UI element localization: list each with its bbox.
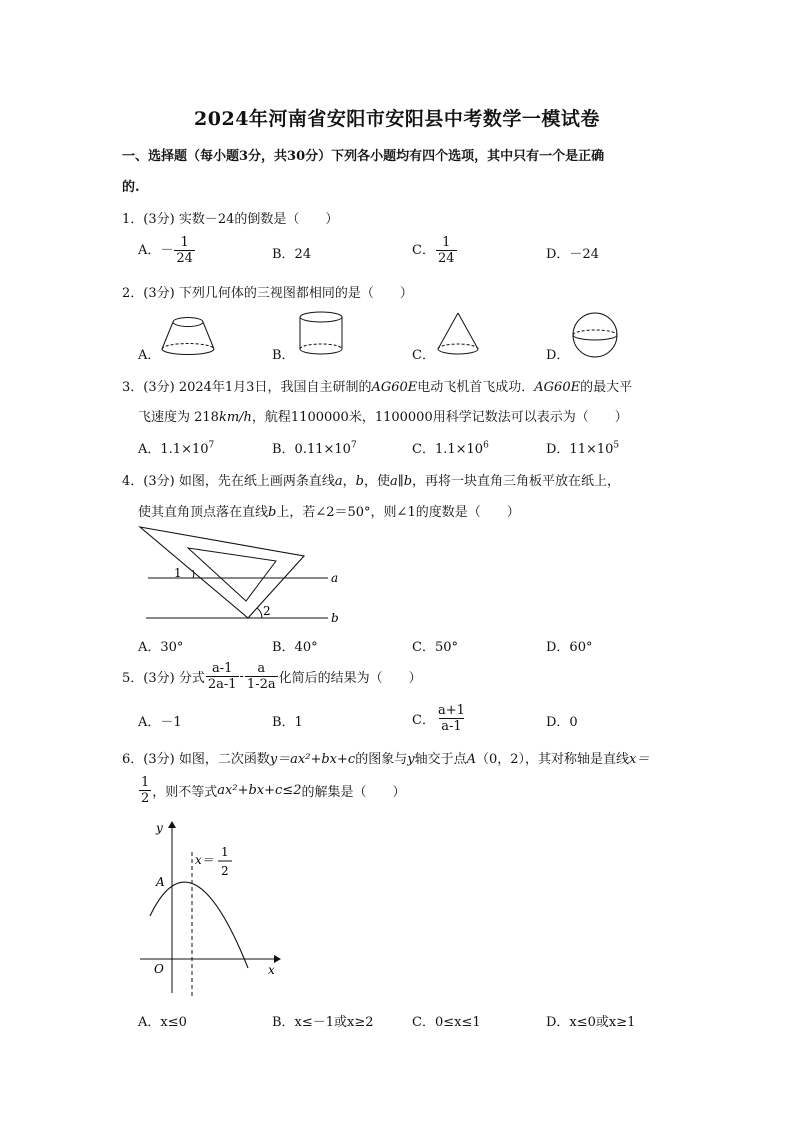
q2-stem: 2．(3分) 下列几何体的三视图都相同的是（ ） — [122, 286, 413, 301]
q6-text-a: 6．(3分) 如图，二次函数 — [122, 752, 270, 767]
x-axis-label: x — [268, 963, 275, 977]
q5-f2-num: a — [257, 661, 266, 676]
q1-option-b: B．24 — [272, 247, 312, 262]
q4-text-c: ，再将一块直角三角板平放在纸上， — [412, 474, 621, 489]
q1-option-c — [412, 235, 458, 266]
y-axis-label: y — [156, 821, 163, 835]
q5-option-c — [412, 703, 468, 734]
q5-f1-num: a-1 — [211, 661, 233, 676]
cone-figure — [436, 311, 480, 359]
q5-fraction-1 — [206, 661, 239, 692]
line-a-label: a — [331, 571, 339, 585]
q3-text-d: 飞速度为 218 — [138, 410, 219, 425]
q3-plane-name-2: AG60E — [534, 380, 581, 395]
q5-option-b: B．1 — [272, 715, 303, 730]
q6-function: y＝ax²+bx+c — [269, 752, 356, 767]
q5-f1-den: 2a-1 — [207, 677, 237, 692]
q4-var-b-2: b — [268, 505, 277, 520]
q1-stem: 1．(3分) 实数－24的倒数是（ ） — [122, 212, 339, 227]
q3-text-e: ，航程1100000米，1100000用科学记数法可以表示为（ ） — [251, 410, 628, 425]
q3-option-b — [272, 438, 357, 457]
q5-stem — [122, 661, 422, 692]
q2-option-a: A． — [138, 348, 161, 363]
q6-option-c: C．0≤x≤1 — [412, 1015, 481, 1030]
q5-c-den: a-1 — [441, 719, 462, 734]
q3-b-base: B．0.11×10 — [272, 442, 351, 457]
section-heading-line2: 的. — [122, 180, 140, 195]
angle-1-arc — [193, 570, 194, 578]
paper-title: 2024年河南省安阳市安阳县中考数学一模试卷 — [194, 108, 600, 130]
point-A-label: A — [156, 875, 165, 889]
q3-plane-name: AG60E — [371, 380, 418, 395]
q6-text-e: ，则不等式 — [152, 785, 218, 800]
q3-b-exp: 7 — [350, 440, 357, 451]
q3-d-base: D．11×10 — [546, 442, 614, 457]
q3-option-c — [412, 438, 489, 457]
q5-minus: - — [239, 669, 244, 684]
q3-stem-line1 — [122, 376, 632, 395]
q5-option-d: D．0 — [546, 715, 578, 730]
q6-point-A: A — [466, 752, 476, 767]
q1-a-sign: － — [160, 243, 174, 258]
q4-parallel: a∥b — [389, 474, 413, 489]
q1-a-fraction — [174, 235, 195, 266]
q6-half-fraction — [139, 775, 151, 806]
q4-option-a: A．30° — [138, 640, 184, 655]
q3-text-b: 电动飞机首飞成功． — [417, 380, 535, 395]
q3-unit: km/h — [218, 410, 252, 425]
q6-y-var: y — [407, 752, 415, 767]
frustum-figure — [160, 315, 216, 357]
symmetry-half-den: 2 — [221, 864, 229, 878]
q6-parabola-figure — [136, 818, 286, 1000]
q4-option-b: B．40° — [272, 640, 318, 655]
q4-text-a: 4．(3分) 如图，先在纸上画两条直线 — [122, 474, 335, 489]
q4-figure — [136, 523, 356, 628]
symmetry-axis-label: x＝ — [195, 853, 214, 867]
q1-a-num: 1 — [180, 235, 189, 250]
q3-c-base: C．1.1×10 — [412, 442, 484, 457]
q2-option-d: D． — [546, 348, 570, 363]
angle-2-label: 2 — [263, 604, 271, 618]
q3-a-base: A．1.1×10 — [138, 442, 209, 457]
q6-option-b: B．x≤－1或x≥2 — [272, 1015, 374, 1030]
set-square-outer — [140, 527, 304, 618]
q6-text-b: 的图象与 — [355, 752, 408, 767]
q6-half-den: 2 — [141, 791, 150, 806]
q5-f2-den: 1-2a — [246, 677, 276, 692]
q4-text-b: ，使 — [363, 474, 390, 489]
q2-option-b: B． — [272, 348, 295, 363]
q1-c-num: 1 — [442, 235, 451, 250]
q5-option-a: A．－1 — [138, 715, 182, 730]
q4-option-d: D．60° — [546, 640, 593, 655]
q3-a-exp: 7 — [208, 440, 215, 451]
cylinder-figure — [297, 311, 345, 359]
q1-option-d: D．－24 — [546, 247, 599, 262]
q6-option-d: D．x≤0或x≥1 — [546, 1015, 636, 1030]
q6-text-c: 轴交于点 — [414, 752, 467, 767]
q6-text-d: （0，2），其对称轴是直线 — [475, 752, 630, 767]
q2-option-c: C． — [412, 348, 435, 363]
q1-c-label: C． — [412, 243, 435, 258]
q3-option-a — [138, 438, 214, 457]
section-heading-line1: 一、选择题（每小题3分，共30分）下列各小题均有四个选项，其中只有一个是正确 — [122, 149, 605, 164]
q5-c-fraction — [436, 703, 467, 734]
q3-text-a: 3．(3分) 2024年1月3日，我国自主研制的 — [122, 380, 372, 395]
q3-option-d — [546, 438, 619, 457]
q3-d-exp: 5 — [613, 440, 620, 451]
q1-option-a — [138, 235, 196, 266]
q4-stem-line2 — [138, 501, 520, 520]
line-b-label: b — [331, 611, 339, 625]
q6-x-eq: x＝ — [629, 752, 650, 767]
q6-stem-line2 — [138, 775, 406, 806]
q4-text-e: 上，若∠2＝50°，则∠1的度数是（ ） — [276, 505, 520, 520]
q4-option-c: C．50° — [412, 640, 458, 655]
q6-stem-line1 — [122, 748, 649, 767]
q5-fraction-2 — [245, 661, 278, 692]
q4-stem-line1 — [122, 470, 620, 489]
q6-half-num: 1 — [141, 775, 150, 790]
q6-inequality: ax²+bx+c≤2 — [217, 783, 302, 798]
parabola-curve — [150, 882, 248, 968]
origin-label: O — [154, 962, 164, 976]
q3-text-c: 的最大平 — [580, 380, 633, 395]
q4-var-b: b — [355, 474, 364, 489]
set-square-inner — [188, 548, 276, 601]
q5-text-a: 5．(3分) 分式 — [122, 671, 205, 686]
q1-c-fraction — [436, 235, 457, 266]
q6-text-f: 的解集是（ ） — [301, 785, 406, 800]
q1-a-den: 24 — [176, 251, 193, 266]
angle-2-arc — [257, 608, 262, 618]
q1-c-den: 24 — [437, 251, 455, 266]
symmetry-half-num: 1 — [221, 845, 229, 859]
sphere-figure — [570, 311, 620, 361]
q5-c-num: a+1 — [437, 703, 465, 718]
q1-a-label: A． — [138, 243, 161, 258]
q3-stem-line2 — [138, 406, 628, 425]
q5-text-b: 化简后的结果为（ ） — [278, 671, 422, 686]
q3-c-exp: 6 — [483, 440, 489, 451]
q4-var-a: a — [334, 474, 343, 489]
q4-text-d: 使其直角顶点落在直线 — [138, 505, 269, 520]
q6-option-a: A．x≤0 — [138, 1015, 187, 1030]
q4-comma: ， — [342, 474, 356, 489]
q5-c-label: C． — [412, 713, 435, 728]
angle-1-label: 1 — [174, 566, 182, 580]
